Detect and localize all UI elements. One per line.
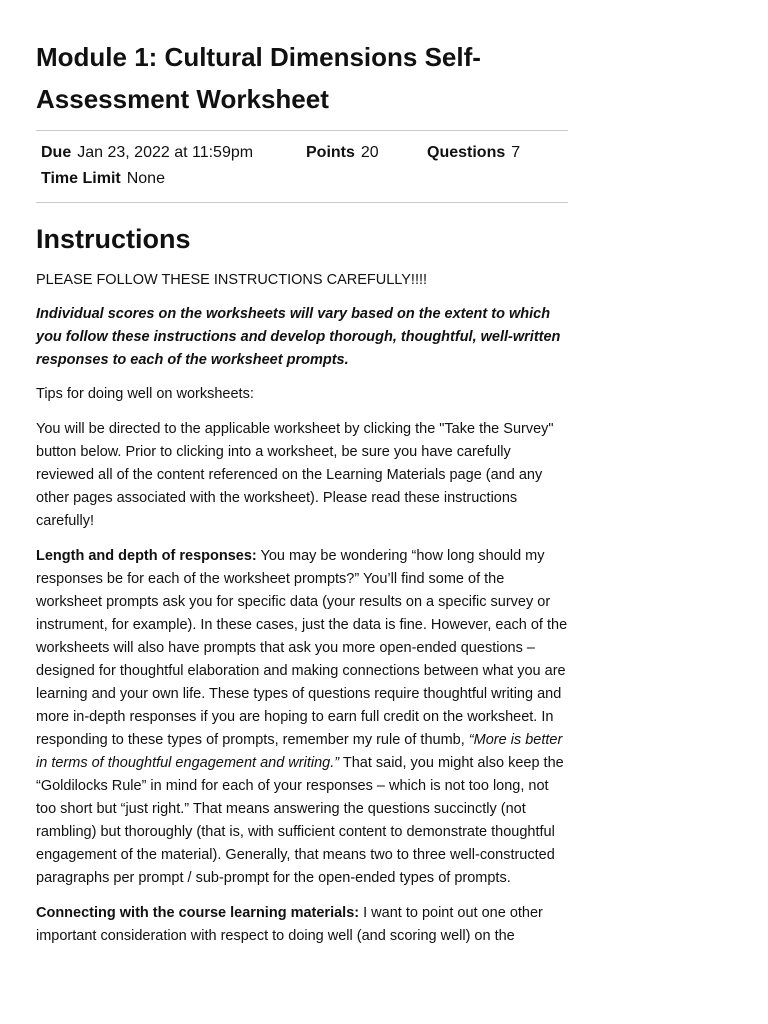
questions-value: 7 [511, 144, 521, 161]
points-label: Points [306, 144, 355, 161]
assignment-details-row-1 [41, 140, 568, 166]
length-text-after: That said, you might also keep the “Goldilocks Rule” in mind for each of your responses – which is not too long, not too short but “just right.” That means answering the questions succinctly (not rambling) but thoroughly (that is, with sufficient content to demonstrate thoughtful engagement of the material). Generally, that means two to three well-constructed paragraphs per prompt / sub-prompt for the open-ended types of prompts. [36, 755, 564, 886]
connecting-text: I want to point out one other important consideration with respect to doing well (and scoring well) on the [36, 905, 543, 944]
points-value: 20 [360, 144, 379, 161]
time-limit-label: Time Limit [41, 170, 121, 187]
time-limit-value: None [126, 170, 165, 187]
tips-intro: Tips for doing well on worksheets: [36, 386, 254, 402]
length-text-before: You may be wondering “how long should my responses be for each of the worksheet prompts?” You’ll find some of the worksheet prompts ask you for specific data (your results on a specific survey or instrument, for example). In these cases, just the data is fine. However, each of the worksheets will also have prompts that ask you more open-ended questions – designed for thoughtful elaboration and making connections between what you are learning and your own life. These types of questions require thoughtful writing and more in-depth responses if you are hoping to earn full credit on the worksheet. In responding to these types of prompts, remember my rule of thumb, [36, 548, 568, 748]
questions [427, 140, 520, 166]
assignment-content [36, 36, 568, 948]
assignment-details-row-2 [41, 166, 568, 192]
length-label: Length and depth of responses: [36, 548, 257, 564]
page-title: Module 1: Cultural Dimensions Self-Assessment Worksheet [36, 42, 481, 114]
length-rule-quote: “More is better in terms of thoughtful engagement and writing.” [36, 732, 563, 771]
questions-label: Questions [427, 144, 506, 161]
length-paragraph [36, 545, 568, 890]
assignment-details [36, 130, 568, 203]
points [306, 140, 427, 166]
directed-paragraph: You will be directed to the applicable worksheet by clicking the "Take the Survey" button below. Prior to clicking into a worksheet, be sure you have carefully reviewed all of the content referenced on the Learning Materials page (and any other pages associated with the worksheet). Please read these instructions carefully! [36, 421, 554, 529]
scoring-note: Individual scores on the worksheets will vary based on the extent to which you follow these instructions and develop thorough, thoughtful, well-written responses to each of the worksheet prompts. [36, 306, 561, 368]
time-limit [41, 166, 165, 192]
instructions-heading: Instructions [36, 224, 191, 254]
caps-warning: PLEASE FOLLOW THESE INSTRUCTIONS CAREFULLY!!!! [36, 272, 428, 288]
due-value: Jan 23, 2022 at 11:59pm [77, 144, 254, 161]
connecting-label: Connecting with the course learning materials: [36, 905, 360, 921]
due-label: Due [41, 144, 72, 161]
due-date [41, 140, 306, 166]
connecting-paragraph [36, 902, 568, 948]
